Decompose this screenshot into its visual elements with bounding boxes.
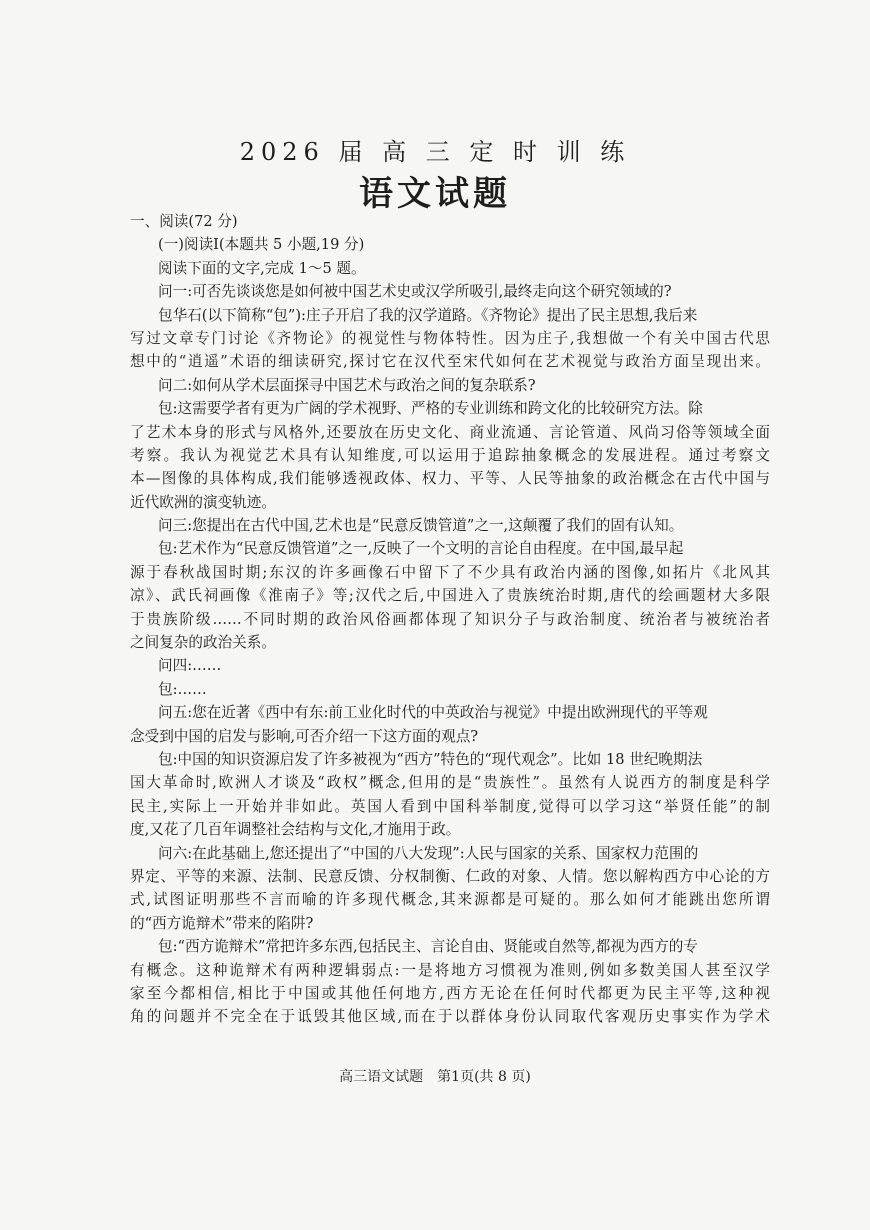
text-line: 包:这需要学者有更为广阔的学术视野、严格的专业训练和跨文化的比较研究方法。除 — [158, 400, 703, 418]
text-line: 想中的“逍遥”术语的细读研究,探讨它在汉代至宋代如何在艺术视觉与政治方面呈现出来。 — [130, 353, 770, 371]
text-line: 写过文章专门讨论《齐物论》的视觉性与物体特性。因为庄子,我想做一个有关中国古代思 — [130, 329, 770, 347]
text-line: 问二:如何从学术层面探寻中国艺术与政治之间的复杂联系? — [158, 376, 536, 394]
exam-header: 2026 届 高 三 定 时 训 练 — [239, 138, 631, 166]
page-footer: 高三语文试题 第1页(共 8 页) — [339, 1069, 531, 1085]
text-line: 包:中国的知识资源启发了许多被视为“西方”特色的“现代观念”。比如 18 世纪晚期法 — [158, 750, 703, 768]
text-line: 包:…… — [158, 680, 207, 698]
text-line: 家至今都相信,相比于中国或其他任何地方,西方无论在任何时代都更为民主平等,这种视 — [130, 984, 770, 1002]
text-line: 凉》、武氏祠画像《淮南子》等;汉代之后,中国进入了贵族统治时期,唐代的绘画题材大多限 — [130, 587, 770, 605]
text-line: 问五:您在近著《西中有东:前工业化时代的中英政治与视觉》中提出欧洲现代的平等观 — [158, 704, 708, 722]
text-line: 式,试图证明那些不言而喻的许多现代概念,其来源都是可疑的。那么如何才能跳出您所谓 — [130, 891, 770, 909]
text-line: 国大革命时,欧洲人才谈及“政权”概念,但用的是“贵族性”。虽然有人说西方的制度是科学 — [130, 774, 770, 792]
text-line: 之间复杂的政治关系。 — [130, 634, 276, 652]
text-line: 考察。我认为视觉艺术具有认知维度,可以运用于追踪抽象概念的发展进程。通过考察文 — [130, 446, 770, 464]
text-line: 问四:…… — [158, 657, 222, 675]
text-line: 了艺术本身的形式与风格外,还要放在历史文化、商业流通、言论管道、风尚习俗等领域全面 — [130, 423, 770, 441]
text-line: 包华石(以下简称“包”):庄子开启了我的汉学道路。《齐物论》提出了民主思想,我后来 — [158, 306, 698, 324]
page-title: 语文试题 — [359, 174, 511, 214]
text-line: 近代欧洲的演变轨迹。 — [130, 493, 276, 511]
text-line: 的“西方诡辩术”带来的陷阱? — [130, 914, 314, 932]
text-line: 源于春秋战国时期;东汉的许多画像石中留下了不少具有政治内涵的图像,如拓片《北风其 — [130, 563, 770, 581]
text-line: 问一:可否先谈谈您是如何被中国艺术史或汉学所吸引,最终走向这个研究领域的? — [158, 283, 672, 301]
reading-passage — [130, 210, 770, 1029]
text-line: 有概念。这种诡辩术有两种逻辑弱点:一是将地方习惯视为准则,例如多数美国人甚至汉学 — [130, 961, 770, 979]
text-line: 度,又花了几百年调整社会结构与文化,才施用于政。 — [130, 821, 461, 839]
text-line: 民主,实际上一开始并非如此。英国人看到中国科举制度,觉得可以学习这“举贤任能”的制 — [130, 797, 770, 815]
text-line: 角的问题并不完全在于诋毁其他区域,而在于以群体身份认同取代客观历史事实作为学术 — [130, 1008, 770, 1026]
text-line: 念受到中国的启发与影响,可否介绍一下这方面的观点? — [130, 727, 479, 745]
text-line: 界定、平等的来源、法制、民意反馈、分权制衡、仁政的对象、人情。您以解构西方中心论的方 — [130, 867, 770, 885]
text-line: 一、阅读(72 分) — [130, 213, 238, 230]
text-line: 本—图像的具体构成,我们能够透视政体、权力、平等、人民等抽象的政治概念在古代中国与 — [130, 470, 770, 488]
text-line: 问三:您提出在古代中国,艺术也是“民意反馈管道”之一,这颠覆了我们的固有认知。 — [158, 517, 684, 535]
text-line: 包:“西方诡辩术”常把许多东西,包括民主、言论自由、贤能或自然等,都视为西方的专 — [158, 938, 698, 956]
text-line: 问六:在此基础上,您还提出了“中国的八大发现”:人民与国家的关系、国家权力范围的 — [158, 844, 699, 862]
text-line: 包:艺术作为“民意反馈管道”之一,反映了一个文明的言论自由程度。在中国,最早起 — [158, 540, 684, 558]
text-line: 阅读下面的文字,完成 1～5 题。 — [158, 259, 366, 277]
text-line: (一)阅读Ⅰ(本题共 5 小题,19 分) — [158, 236, 365, 254]
text-line: 于贵族阶级……不同时期的政治风俗画都体现了知识分子与政治制度、统治者与被统治者 — [130, 610, 770, 628]
